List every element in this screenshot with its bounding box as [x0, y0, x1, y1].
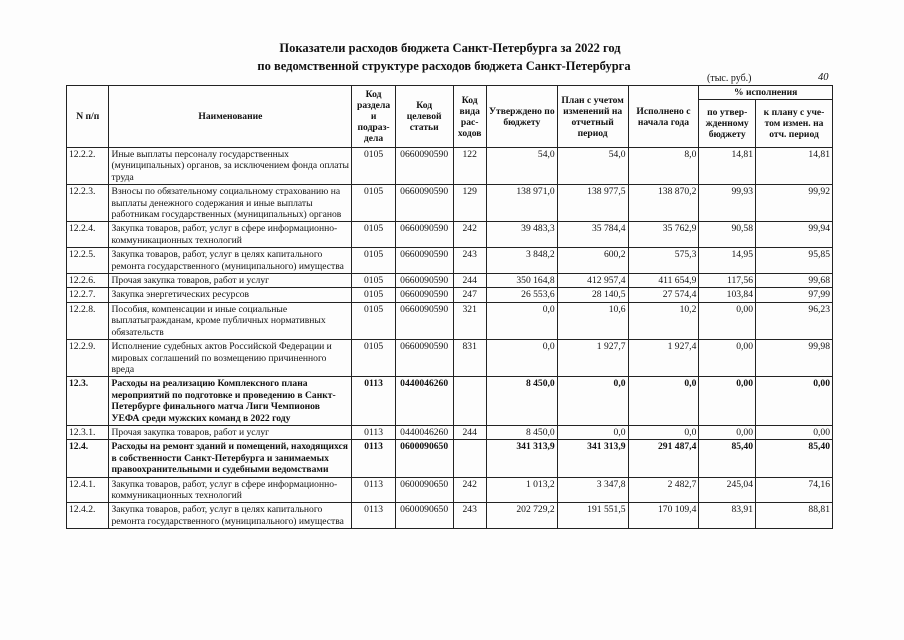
cell-executed: 575,3 [628, 248, 699, 274]
cell-executed: 411 654,9 [628, 274, 699, 288]
cell-section-code: 0113 [352, 377, 396, 426]
cell-target-code: 0660090590 [395, 185, 453, 222]
cell-plan: 35 784,4 [557, 222, 628, 248]
cell-target-code: 0660090590 [395, 222, 453, 248]
cell-section-code: 0105 [352, 248, 396, 274]
cell-executed: 170 109,4 [628, 503, 699, 529]
cell-approved: 54,0 [486, 148, 557, 185]
table-row [67, 377, 833, 426]
cell-section-code: 0105 [352, 222, 396, 248]
table-row [67, 222, 833, 248]
cell-pct-approved: 0,00 [699, 377, 756, 426]
cell-exptype-code: 247 [453, 288, 486, 302]
cell-pct-approved: 117,56 [699, 274, 756, 288]
cell-num: 12.2.7. [67, 288, 109, 302]
cell-section-code: 0113 [352, 477, 396, 503]
cell-approved: 3 848,2 [486, 248, 557, 274]
cell-pct-plan: 99,92 [756, 185, 833, 222]
header-target: Код целевой статьи [395, 86, 453, 148]
cell-num: 12.3.1. [67, 425, 109, 439]
cell-exptype-code: 244 [453, 425, 486, 439]
header-exptype: Код вида рас-ходов [453, 86, 486, 148]
cell-plan: 10,6 [557, 302, 628, 339]
cell-name: Закупка товаров, работ, услуг в сфере информационно-коммуникационных технологий [109, 477, 352, 503]
header-executed: Исполнено с начала года [628, 86, 699, 148]
cell-approved: 39 483,3 [486, 222, 557, 248]
cell-num: 12.2.6. [67, 274, 109, 288]
cell-name: Закупка товаров, работ, услуг в целях капитального ремонта государственного (муниципального) имущества [109, 248, 352, 274]
cell-target-code: 0660090590 [395, 274, 453, 288]
cell-target-code: 0660090590 [395, 288, 453, 302]
cell-name: Пособия, компенсации и иные социальные выплатыгражданам, кроме публичных нормативных обязательств [109, 302, 352, 339]
cell-name: Закупка товаров, работ, услуг в сфере информационно-коммуникационных технологий [109, 222, 352, 248]
cell-executed: 138 870,2 [628, 185, 699, 222]
cell-plan: 138 977,5 [557, 185, 628, 222]
cell-name: Исполнение судебных актов Российской Федерации и мировых соглашений по возмещению причиненного вреда [109, 340, 352, 377]
cell-exptype-code: 129 [453, 185, 486, 222]
cell-plan: 0,0 [557, 377, 628, 426]
cell-plan: 191 551,5 [557, 503, 628, 529]
cell-executed: 0,0 [628, 425, 699, 439]
cell-num: 12.2.8. [67, 302, 109, 339]
units-label: (тыс. руб.) [707, 73, 752, 84]
cell-approved: 350 164,8 [486, 274, 557, 288]
cell-exptype-code: 242 [453, 477, 486, 503]
table-row [67, 477, 833, 503]
cell-approved: 8 450,0 [486, 377, 557, 426]
cell-pct-approved: 0,00 [699, 302, 756, 339]
cell-approved: 202 729,2 [486, 503, 557, 529]
cell-executed: 10,2 [628, 302, 699, 339]
cell-pct-approved: 103,84 [699, 288, 756, 302]
cell-num: 12.2.4. [67, 222, 109, 248]
cell-executed: 0,0 [628, 377, 699, 426]
table-row [67, 302, 833, 339]
budget-table [66, 85, 833, 529]
cell-approved: 138 971,0 [486, 185, 557, 222]
cell-approved: 341 313,9 [486, 440, 557, 477]
cell-executed: 8,0 [628, 148, 699, 185]
cell-num: 12.2.5. [67, 248, 109, 274]
cell-target-code: 0660090590 [395, 248, 453, 274]
cell-pct-plan: 99,94 [756, 222, 833, 248]
cell-pct-approved: 14,95 [699, 248, 756, 274]
table-body [67, 148, 833, 529]
cell-exptype-code: 244 [453, 274, 486, 288]
cell-num: 12.2.2. [67, 148, 109, 185]
cell-plan: 28 140,5 [557, 288, 628, 302]
cell-pct-approved: 83,91 [699, 503, 756, 529]
table-row [67, 148, 833, 185]
cell-name: Расходы на реализацию Комплексного плана мероприятий по подготовке и проведению в Санкт-Петербурге финального матча Лиги Чемпионов УЕФА среди мужских команд в 2022 году [109, 377, 352, 426]
cell-pct-plan: 99,98 [756, 340, 833, 377]
table-row [67, 340, 833, 377]
cell-plan: 54,0 [557, 148, 628, 185]
cell-num: 12.2.9. [67, 340, 109, 377]
cell-name: Закупка энергетических ресурсов [109, 288, 352, 302]
cell-exptype-code: 321 [453, 302, 486, 339]
cell-approved: 0,0 [486, 302, 557, 339]
table-row [67, 503, 833, 529]
cell-exptype-code: 243 [453, 248, 486, 274]
cell-num: 12.4. [67, 440, 109, 477]
cell-target-code: 0440046260 [395, 377, 453, 426]
cell-executed: 291 487,4 [628, 440, 699, 477]
cell-name: Расходы на ремонт зданий и помещений, находящихся в собственности Санкт-Петербурга и занимаемых правоохранительными и судебными ведомствами [109, 440, 352, 477]
cell-name: Взносы по обязательному социальному страхованию на выплаты денежного содержания и иные выплаты работникам государственных (муниципальных) органов [109, 185, 352, 222]
cell-section-code: 0113 [352, 425, 396, 439]
cell-section-code: 0105 [352, 274, 396, 288]
cell-num: 12.2.3. [67, 185, 109, 222]
page-number: 40 [818, 72, 829, 83]
header-approved: Утверждено по бюджету [486, 86, 557, 148]
cell-pct-plan: 85,40 [756, 440, 833, 477]
cell-target-code: 0600090650 [395, 440, 453, 477]
header-plan: План с учетом изменений на отчетный период [557, 86, 628, 148]
cell-section-code: 0105 [352, 148, 396, 185]
cell-name: Прочая закупка товаров, работ и услуг [109, 274, 352, 288]
table-row [67, 425, 833, 439]
table-row [67, 274, 833, 288]
cell-pct-plan: 0,00 [756, 425, 833, 439]
cell-pct-approved: 245,04 [699, 477, 756, 503]
table-row [67, 248, 833, 274]
cell-plan: 341 313,9 [557, 440, 628, 477]
cell-approved: 0,0 [486, 340, 557, 377]
cell-approved: 1 013,2 [486, 477, 557, 503]
cell-pct-plan: 14,81 [756, 148, 833, 185]
cell-exptype-code: 831 [453, 340, 486, 377]
cell-exptype-code [453, 440, 486, 477]
table-row [67, 288, 833, 302]
cell-exptype-code: 243 [453, 503, 486, 529]
cell-executed: 27 574,4 [628, 288, 699, 302]
cell-exptype-code [453, 377, 486, 426]
cell-section-code: 0105 [352, 288, 396, 302]
cell-section-code: 0113 [352, 440, 396, 477]
cell-executed: 1 927,4 [628, 340, 699, 377]
header-pct-group: % исполнения [699, 86, 833, 100]
cell-section-code: 0105 [352, 302, 396, 339]
cell-plan: 1 927,7 [557, 340, 628, 377]
cell-executed: 35 762,9 [628, 222, 699, 248]
cell-exptype-code: 242 [453, 222, 486, 248]
document-title: Показатели расходов бюджета Санкт-Петербурга за 2022 год [279, 41, 621, 55]
cell-target-code: 0440046260 [395, 425, 453, 439]
cell-plan: 3 347,8 [557, 477, 628, 503]
cell-exptype-code: 122 [453, 148, 486, 185]
cell-plan: 0,0 [557, 425, 628, 439]
cell-pct-approved: 99,93 [699, 185, 756, 222]
cell-target-code: 0660090590 [395, 302, 453, 339]
cell-num: 12.4.2. [67, 503, 109, 529]
cell-approved: 8 450,0 [486, 425, 557, 439]
cell-name: Прочая закупка товаров, работ и услуг [109, 425, 352, 439]
cell-section-code: 0105 [352, 185, 396, 222]
cell-target-code: 0660090590 [395, 148, 453, 185]
cell-target-code: 0600090650 [395, 503, 453, 529]
header-num: N п/п [67, 86, 109, 148]
cell-pct-plan: 0,00 [756, 377, 833, 426]
cell-target-code: 0660090590 [395, 340, 453, 377]
header-pct-plan: к плану с уче-том измен. на отч. период [756, 100, 833, 148]
header-pct-approved: по утвер-жденному бюджету [699, 100, 756, 148]
table-row [67, 185, 833, 222]
cell-num: 12.3. [67, 377, 109, 426]
cell-pct-plan: 88,81 [756, 503, 833, 529]
cell-num: 12.4.1. [67, 477, 109, 503]
cell-pct-approved: 85,40 [699, 440, 756, 477]
cell-target-code: 0600090650 [395, 477, 453, 503]
cell-executed: 2 482,7 [628, 477, 699, 503]
cell-pct-plan: 74,16 [756, 477, 833, 503]
cell-pct-approved: 0,00 [699, 340, 756, 377]
cell-pct-plan: 95,85 [756, 248, 833, 274]
header-name: Наименование [109, 86, 352, 148]
cell-plan: 412 957,4 [557, 274, 628, 288]
cell-pct-approved: 0,00 [699, 425, 756, 439]
document-subtitle: по ведомственной структуре расходов бюджета Санкт-Петербурга [257, 59, 631, 73]
cell-pct-approved: 90,58 [699, 222, 756, 248]
cell-name: Закупка товаров, работ, услуг в целях капитального ремонта государственного (муниципального) имущества [109, 503, 352, 529]
cell-name: Иные выплаты персоналу государственных (муниципальных) органов, за исключением фонда оплаты труда [109, 148, 352, 185]
cell-pct-plan: 97,99 [756, 288, 833, 302]
cell-pct-plan: 96,23 [756, 302, 833, 339]
cell-section-code: 0105 [352, 340, 396, 377]
cell-pct-plan: 99,68 [756, 274, 833, 288]
cell-plan: 600,2 [557, 248, 628, 274]
table-row [67, 440, 833, 477]
cell-pct-approved: 14,81 [699, 148, 756, 185]
cell-approved: 26 553,6 [486, 288, 557, 302]
cell-section-code: 0113 [352, 503, 396, 529]
header-section: Код раздела и подраз-дела [352, 86, 396, 148]
